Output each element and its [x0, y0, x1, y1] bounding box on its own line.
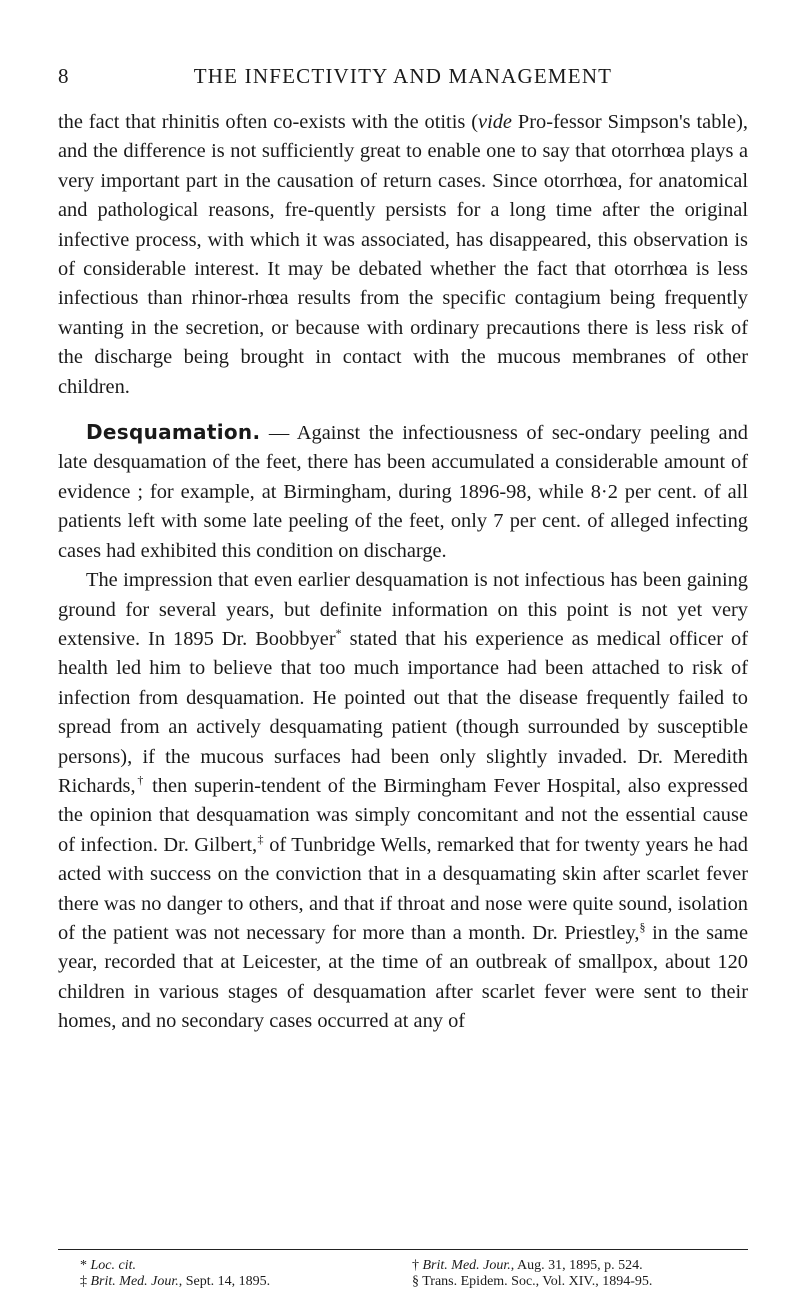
footnote-row — [80, 1258, 748, 1274]
footnote-row — [80, 1274, 748, 1290]
footnote-item: ‡ Brit. Med. Jour., Sept. 14, 1895. — [80, 1274, 271, 1289]
paragraph-otorrhoea: the fact that rhinitis often co-exists with the otitis (vide Pro-fessor Simpson's table), and the difference is not sufficiently great to enable one to say that otorrhœa plays a very important part in the causation of return cases. Since otorrhœa, for anatomical and pathological reasons, fre-quently persists for a long time after the original infective process, with which it was associated, has disappeared, this observation is of considerable interest. It may be debated whether the fact that otorrhœa is less infectious than rhinor-rhœa results from the specific contagium being frequently wanting in the secretion, or because with ordinary precautions there is less risk of the discharge being brought in contact with the mucous membranes of other children. — [58, 111, 748, 398]
footnote-item: * Loc. cit. — [80, 1258, 136, 1273]
footnote-mark: † — [135, 773, 146, 788]
footnote-mark: § — [639, 920, 646, 935]
page-body — [58, 108, 748, 1037]
footnote-mark: * — [335, 626, 342, 641]
footnote-mark: ‡ — [257, 831, 264, 846]
footnote-divider — [58, 1249, 748, 1250]
footnote-item: § Trans. Epidem. Soc., Vol. XIV., 1894-95. — [412, 1274, 653, 1289]
footnote-item: † Brit. Med. Jour., Aug. 31, 1895, p. 524. — [412, 1258, 643, 1273]
section-heading: Desquamation. — [86, 420, 261, 445]
vide-italic: vide — [478, 111, 512, 133]
running-title: THE INFECTIVITY AND MANAGEMENT — [193, 64, 613, 88]
paragraph-impression: The impression that even earlier desquamation is not infectious has been gaining ground for several years, but definite information on this point is not yet very extensive. In 1895 Dr. Boobbyer* stated that his experience as medical officer of health led him to believe that too much importance had been attached to risk of infection from desquamation. He pointed out that the disease frequently failed to spread from an actively desquamating patient (though surrounded by susceptible persons), if the mucous surfaces had been only slightly invaded. Dr. Meredith Richards,† then superin-tendent of the Birmingham Fever Hospital, also expressed the opinion that desquamation was simply concomitant and not the essential cause of infection. Dr. Gilbert,‡ of Tunbridge Wells, remarked that for twenty years he had acted with success on the conviction that in a desquamating skin after scarlet fever there was no danger to others, and that if throat and nose were quite sound, isolation of the patient was not necessary for more than a month. Dr. Priestley,§ in the same year, recorded that at Leicester, at the time of an outbreak of smallpox, about 120 children in various stages of desquamation after scarlet fever were sent to their homes, and no secondary cases occurred at any of — [58, 569, 749, 1033]
page-header — [58, 64, 748, 90]
paragraph-desquamation: Desquamation. — Against the infectiousness of sec-ondary peeling and late desquamation of the feet, there has been accumulated a considerable amount of evidence ; for example, at Birmingham, during 1896-98, while 8·2 per cent. of all patients left with some late peeling of the feet, only 7 per cent. of alleged infecting cases had exhibited this condition on discharge. — [58, 420, 748, 562]
footnotes — [80, 1258, 748, 1290]
page-number: 8 — [58, 64, 70, 88]
